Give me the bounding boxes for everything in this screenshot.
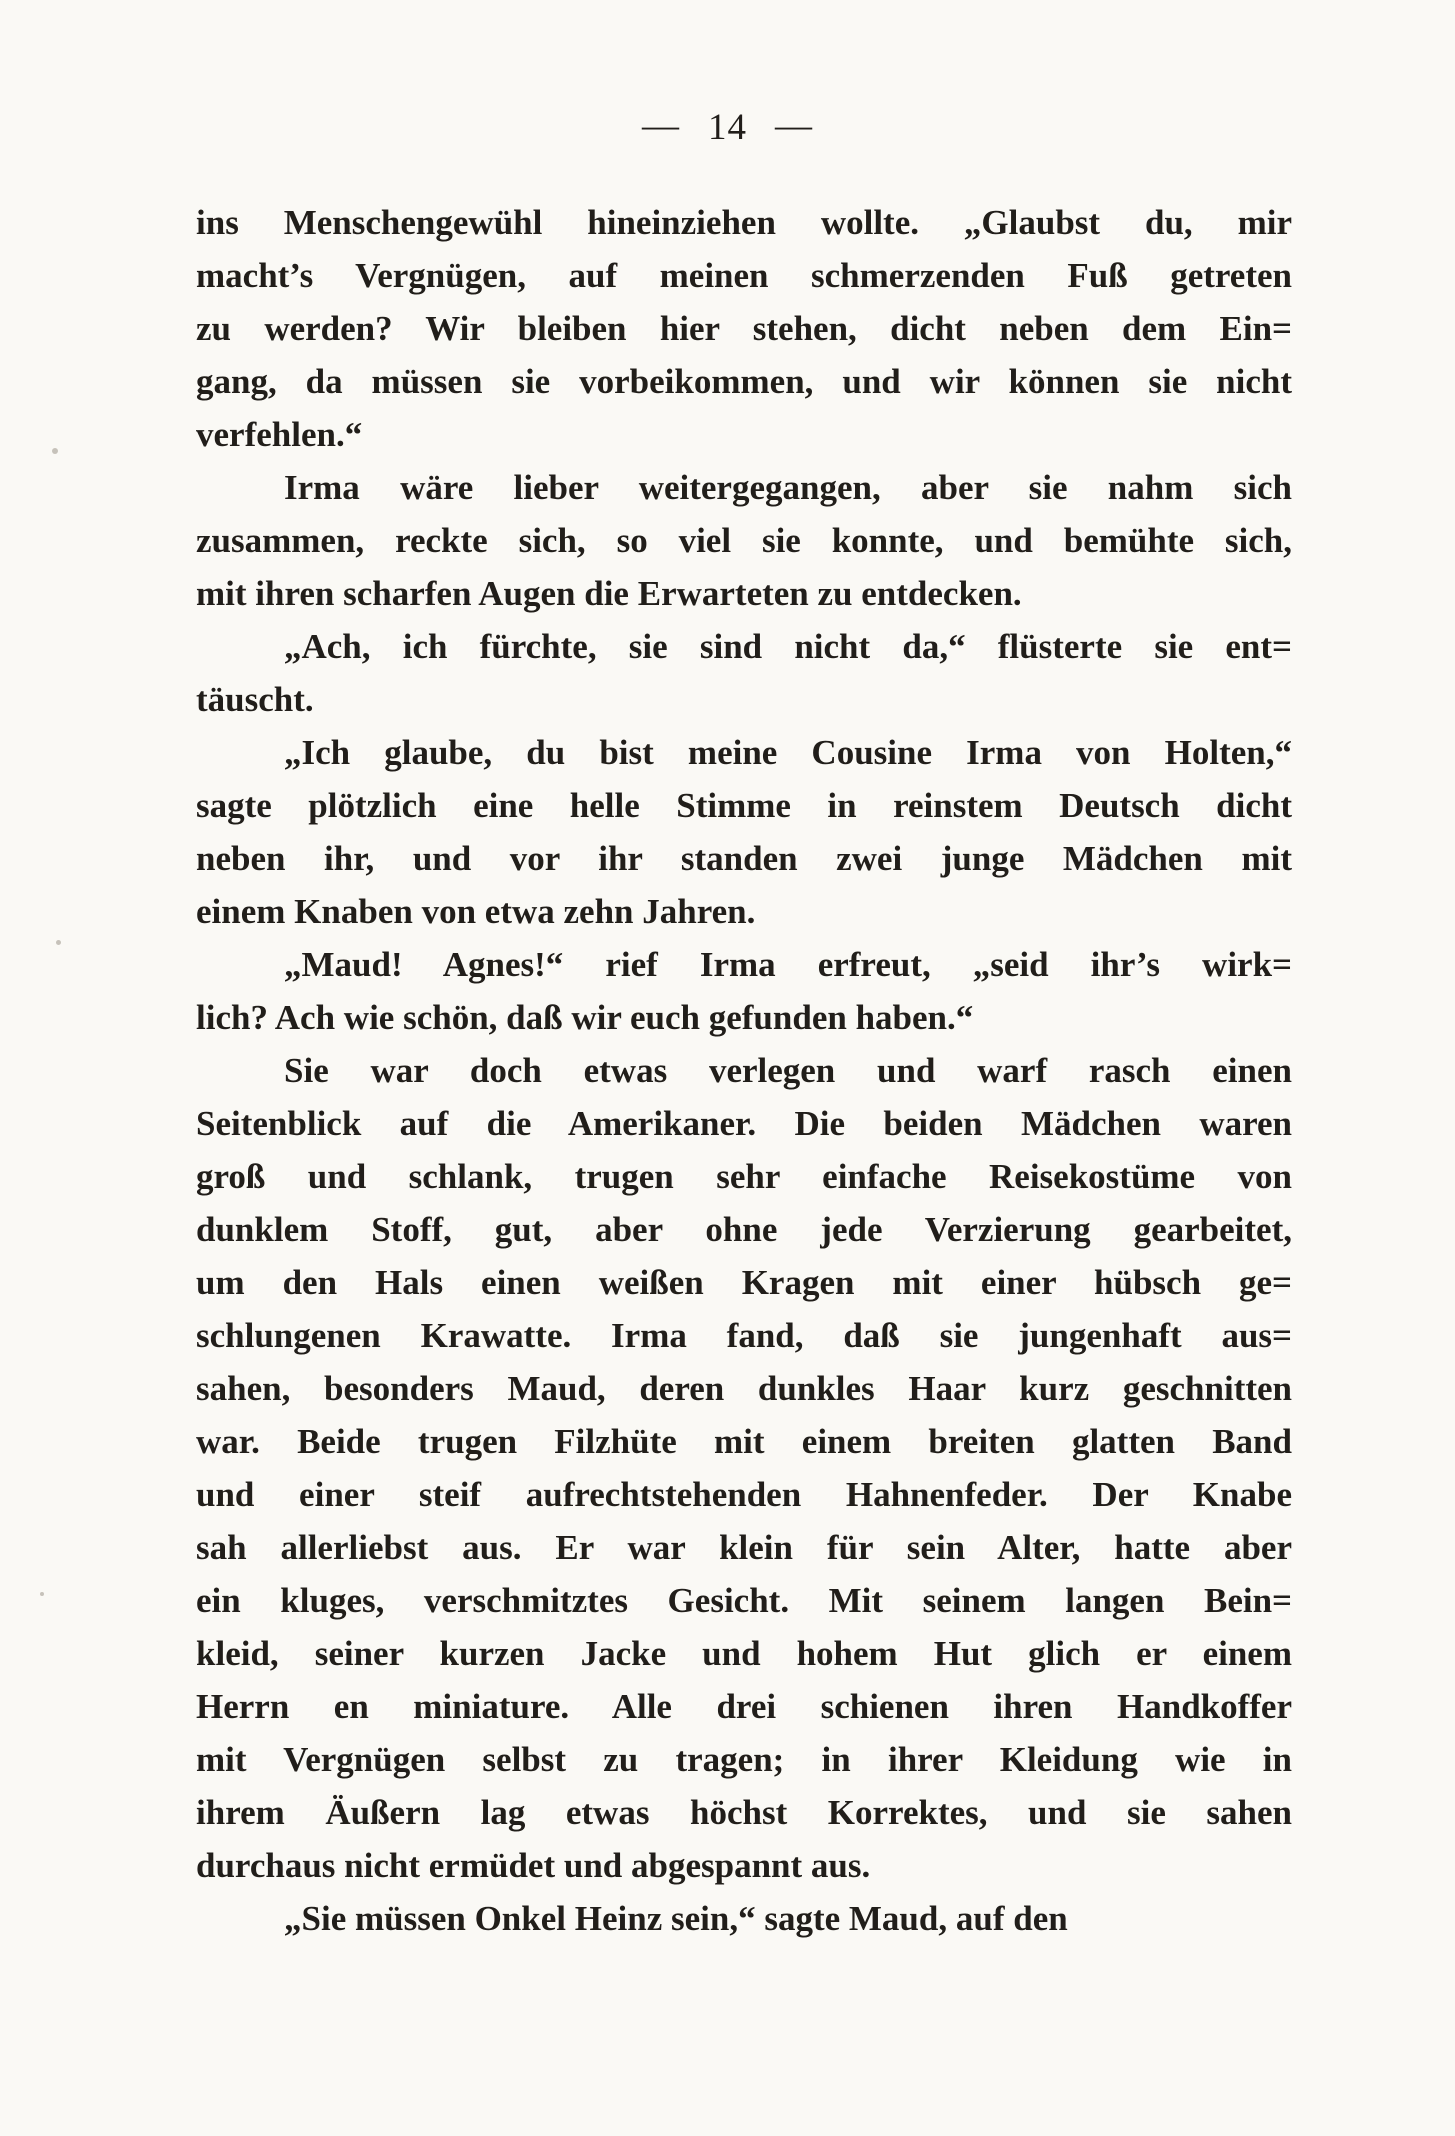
text-line: durchaus nicht ermüdet und abgespannt aus.	[196, 1846, 871, 1885]
text-line: ein kluges, verschmitztes Gesicht. Mit seinem langen Bein=	[196, 1581, 1292, 1620]
text-line: mit Vergnügen selbst zu tragen; in ihrer Kleidung wie in	[196, 1740, 1292, 1779]
page-header	[0, 106, 1455, 149]
text-line: und einer steif aufrechtstehenden Hahnenfeder. Der Knabe	[196, 1475, 1292, 1514]
text-line: sagte plötzlich eine helle Stimme in reinstem Deutsch dicht	[196, 786, 1292, 825]
text-line: verfehlen.“	[196, 415, 363, 454]
text-line: gang, da müssen sie vorbeikommen, und wir können sie nicht	[196, 362, 1292, 401]
scan-speck	[52, 448, 58, 454]
header-dash-left: —	[642, 105, 680, 146]
text-line: „Ich glaube, du bist meine Cousine Irma von Holten,“	[284, 733, 1292, 772]
scan-speck	[40, 1592, 44, 1596]
text-line: kleid, seiner kurzen Jacke und hohem Hut glich er einem	[196, 1634, 1292, 1673]
text-line: täuscht.	[196, 680, 314, 719]
scan-speck	[56, 940, 61, 945]
text-line: war. Beide trugen Filzhüte mit einem breiten glatten Band	[196, 1422, 1292, 1461]
text-line: Herrn en miniature. Alle drei schienen ihren Handkoffer	[196, 1687, 1292, 1726]
text-line: „Ach, ich fürchte, sie sind nicht da,“ flüsterte sie ent=	[284, 627, 1292, 666]
text-line: „Maud! Agnes!“ rief Irma erfreut, „seid ihr’s wirk=	[284, 945, 1292, 984]
text-line: mit ihren scharfen Augen die Erwarteten zu entdecken.	[196, 574, 1022, 613]
text-line: Irma wäre lieber weitergegangen, aber sie nahm sich	[284, 468, 1292, 507]
text-line: zusammen, reckte sich, so viel sie konnte, und bemühte sich,	[196, 521, 1292, 560]
text-line: macht’s Vergnügen, auf meinen schmerzenden Fuß getreten	[196, 256, 1292, 295]
text-line: ins Menschengewühl hineinziehen wollte. „Glaubst du, mir	[196, 203, 1292, 242]
page-number: 14	[708, 107, 747, 148]
text-line: ihrem Äußern lag etwas höchst Korrektes, und sie sahen	[196, 1793, 1292, 1832]
text-line: groß und schlank, trugen sehr einfache Reisekostüme von	[196, 1157, 1292, 1196]
text-line: lich? Ach wie schön, daß wir euch gefunden haben.“	[196, 998, 974, 1037]
text-line: sahen, besonders Maud, deren dunkles Haar kurz geschnitten	[196, 1369, 1292, 1408]
text-line: neben ihr, und vor ihr standen zwei junge Mädchen mit	[196, 839, 1292, 878]
text-block	[196, 196, 1292, 1945]
text-line: „Sie müssen Onkel Heinz sein,“ sagte Maud, auf den	[284, 1899, 1068, 1938]
header-dash-right: —	[775, 105, 813, 146]
text-line: dunklem Stoff, gut, aber ohne jede Verzierung gearbeitet,	[196, 1210, 1292, 1249]
text-line: einem Knaben von etwa zehn Jahren.	[196, 892, 756, 931]
text-line: schlungenen Krawatte. Irma fand, daß sie jungenhaft aus=	[196, 1316, 1292, 1355]
text-line: um den Hals einen weißen Kragen mit einer hübsch ge=	[196, 1263, 1292, 1302]
text-line: zu werden? Wir bleiben hier stehen, dicht neben dem Ein=	[196, 309, 1292, 348]
text-line: Seitenblick auf die Amerikaner. Die beiden Mädchen waren	[196, 1104, 1292, 1143]
text-line: Sie war doch etwas verlegen und warf rasch einen	[284, 1051, 1292, 1090]
text-line: sah allerliebst aus. Er war klein für sein Alter, hatte aber	[196, 1528, 1292, 1567]
